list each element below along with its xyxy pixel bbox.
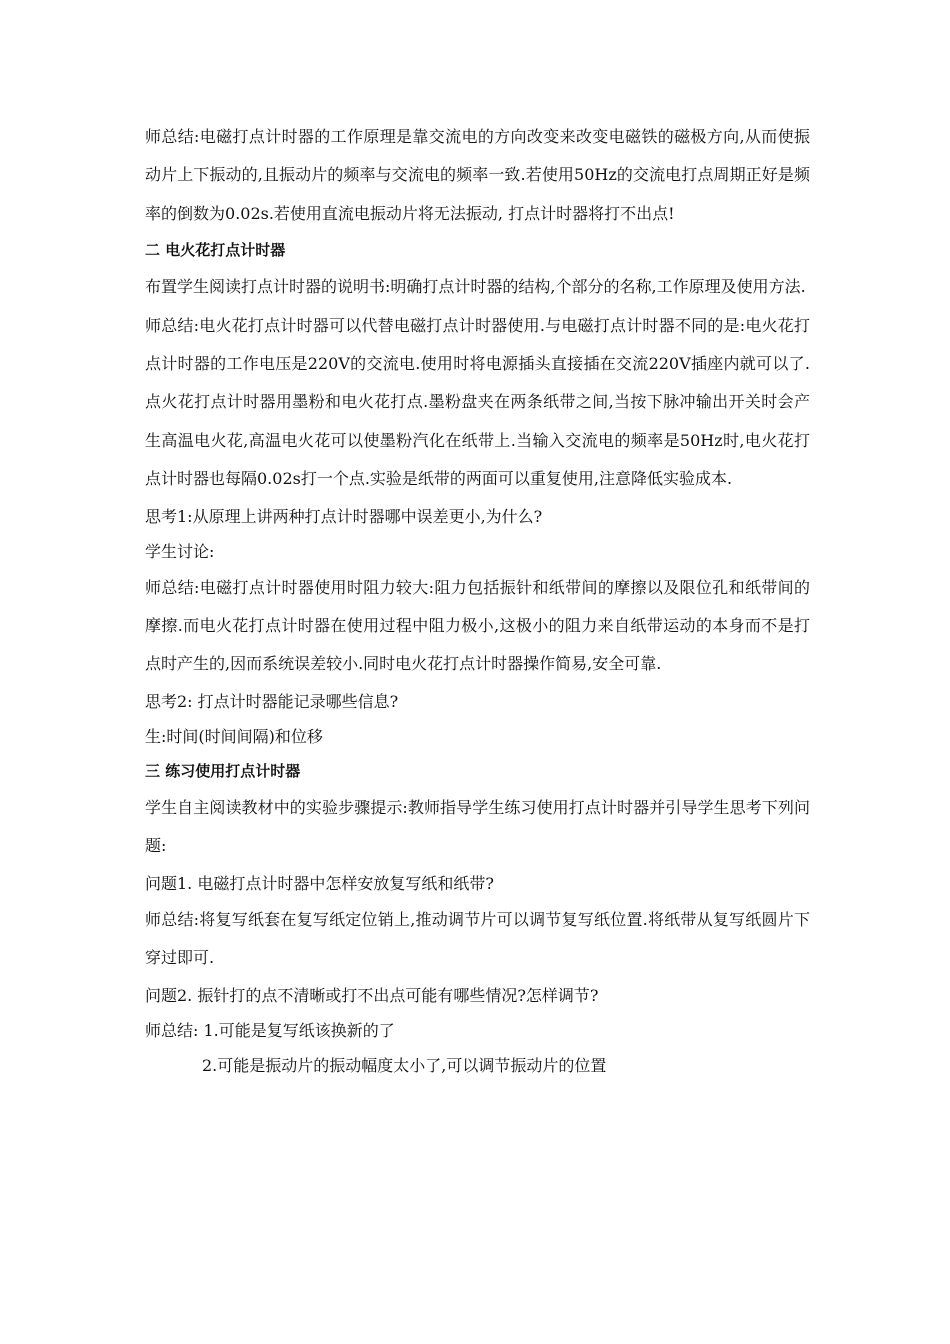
section-heading-practice: 三 练习使用打点计时器 <box>145 761 301 780</box>
paragraph-self-reading: 学生自主阅读教材中的实验步骤提示:教师指导学生练习使用打点计时器并引导学生思考下列问题: <box>145 797 810 856</box>
paragraph-problem-2: 问题2. 振针打的点不清晰或打不出点可能有哪些情况?怎样调节? <box>145 985 599 1005</box>
paragraph-question-2: 思考2: 打点计时器能记录哪些信息? <box>145 691 399 711</box>
section-heading-spark-timer: 二 电火花打点计时器 <box>145 241 286 260</box>
paragraph-problem-1: 问题1. 电磁打点计时器中怎样安放复写纸和纸带? <box>145 873 494 893</box>
document-body <box>145 118 810 1083</box>
paragraph-student-discussion: 学生讨论: <box>145 541 215 561</box>
paragraph-error-summary: 师总结:电磁打点计时器使用时阻力较大:阻力包括振针和纸带间的摩擦以及限位孔和纸带间的摩擦.而电火花打点计时器在使用过程中阻力极小,这极小的阻力来自纸带运动的本身而不是打点时产生的,因而系统误差较小.同时电火花打点计时器操作简易,安全可靠. <box>145 577 810 674</box>
paragraph-reading-assignment: 布置学生阅读打点计时器的说明书:明确打点计时器的结构,个部分的名称,工作原理及使用方法. <box>145 277 806 297</box>
paragraph-spark-timer-summary: 师总结:电火花打点计时器可以代替电磁打点计时器使用.与电磁打点计时器不同的是:电火花打点计时器的工作电压是220V的交流电.使用时将电源插头直接插在交流220V插座内就可以了.点火花打点计时器用墨粉和电火花打点.墨粉盘夹在两条纸带之间,当按下脉冲输出开关时会产生高温电火花,高温电火花可以使墨粉汽化在纸带上.当输入交流电的频率是50Hz时,电火花打点计时器也每隔0.02s打一个点.实验是纸带的两面可以重复使用,注意降低实验成本. <box>145 315 810 489</box>
paragraph-electromagnetic-summary: 师总结:电磁打点计时器的工作原理是靠交流电的方向改变来改变电磁铁的磁极方向,从而使振动片上下振动的,且振动片的频率与交流电的频率一致.若使用50Hz的交流电打点周期正好是频率的倒数为0.02s.若使用直流电振动片将无法振动, 打点计时器将打不出点! <box>145 127 810 223</box>
paragraph-problem-2-summary-1: 师总结: 1.可能是复写纸该换新的了 <box>145 1020 395 1040</box>
paragraph-student-answer: 生:时间(时间间隔)和位移 <box>145 726 323 746</box>
paragraph-question-1: 思考1:从原理上讲两种打点计时器哪中误差更小,为什么? <box>145 506 543 526</box>
paragraph-problem-2-summary-2: 2.可能是振动片的振动幅度太小了,可以调节振动片的位置 <box>202 1055 607 1075</box>
paragraph-problem-1-summary: 师总结:将复写纸套在复写纸定位销上,推动调节片可以调节复写纸位置.将纸带从复写纸圆片下穿过即可. <box>145 909 810 968</box>
